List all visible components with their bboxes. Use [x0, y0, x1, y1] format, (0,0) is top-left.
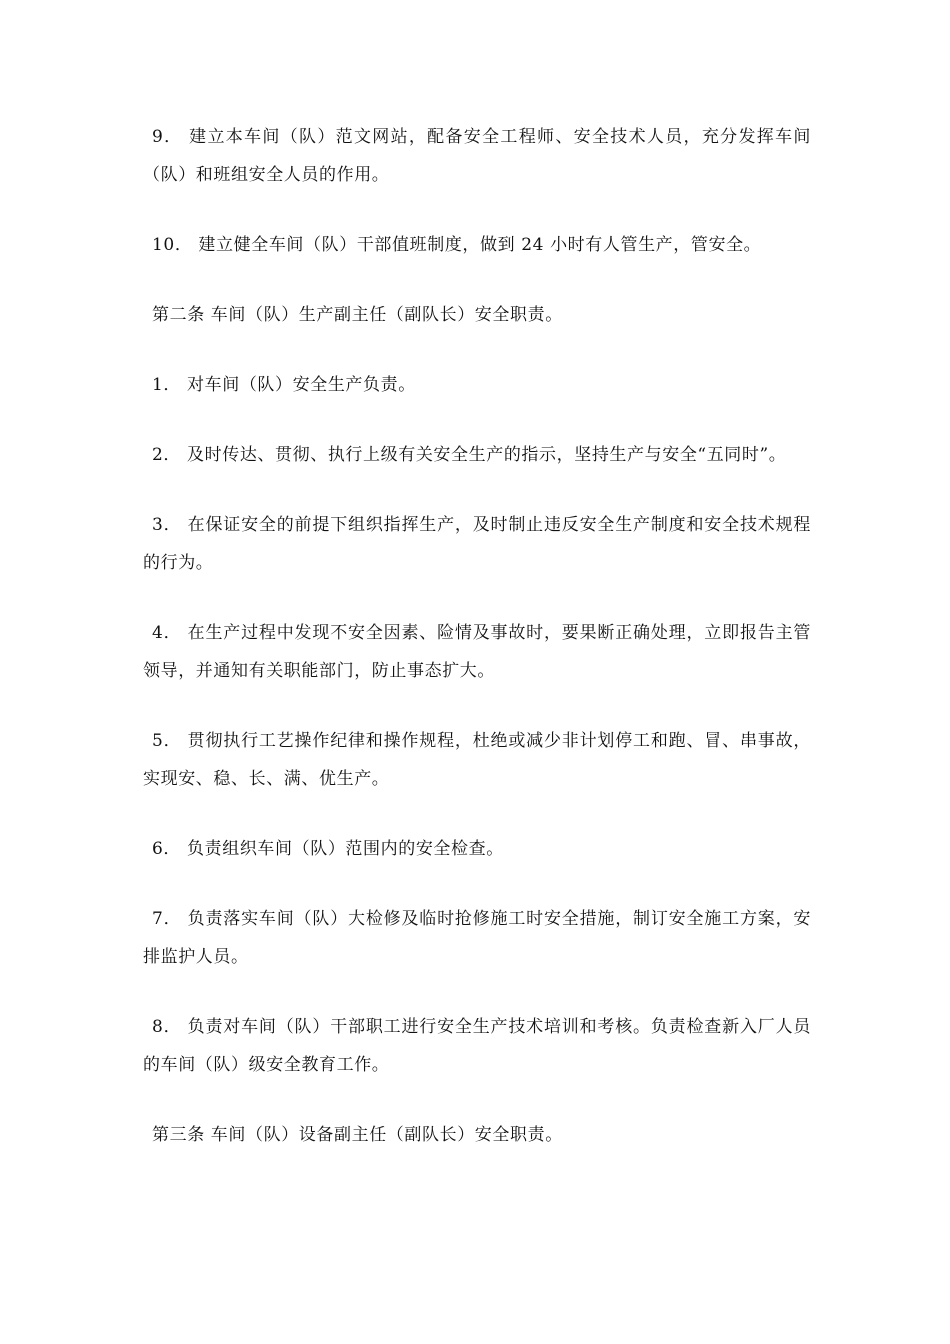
- item-9-paragraph: 9． 建立本车间（队）范文网站，配备安全工程师、安全技术人员，充分发挥车间（队）和班组安全人员的作用。: [143, 127, 811, 185]
- item-2-paragraph: 2． 及时传达、贯彻、执行上级有关安全生产的指示，坚持生产与安全“五同时”。: [152, 445, 787, 465]
- item-4-paragraph: 4． 在生产过程中发现不安全因素、险情及事故时，要果断正确处理，立即报告主管领导，并通知有关职能部门，防止事态扩大。: [143, 623, 811, 681]
- item-10-paragraph: 10． 建立健全车间（队）干部值班制度，做到 24 小时有人管生产，管安全。: [152, 235, 762, 255]
- item-1-paragraph: 1． 对车间（队）安全生产负责。: [152, 375, 416, 395]
- item-7-paragraph: 7． 负责落实车间（队）大检修及临时抢修施工时安全措施，制订安全施工方案，安排监护人员。: [143, 909, 811, 967]
- document-body: [143, 118, 811, 1186]
- article-2-heading: 第二条 车间（队）生产副主任（副队长）安全职责。: [152, 305, 563, 325]
- item-5-paragraph: 5． 贯彻执行工艺操作纪律和操作规程，杜绝或减少非计划停工和跑、冒、串事故，实现安、稳、长、满、优生产。: [143, 731, 811, 789]
- item-8-paragraph: 8． 负责对车间（队）干部职工进行安全生产技术培训和考核。负责检查新入厂人员的车间（队）级安全教育工作。: [143, 1017, 811, 1075]
- article-3-heading: 第三条 车间（队）设备副主任（副队长）安全职责。: [152, 1125, 563, 1145]
- item-6-paragraph: 6． 负责组织车间（队）范围内的安全检查。: [152, 839, 504, 859]
- item-3-paragraph: 3． 在保证安全的前提下组织指挥生产，及时制止违反安全生产制度和安全技术规程的行为。: [143, 515, 811, 573]
